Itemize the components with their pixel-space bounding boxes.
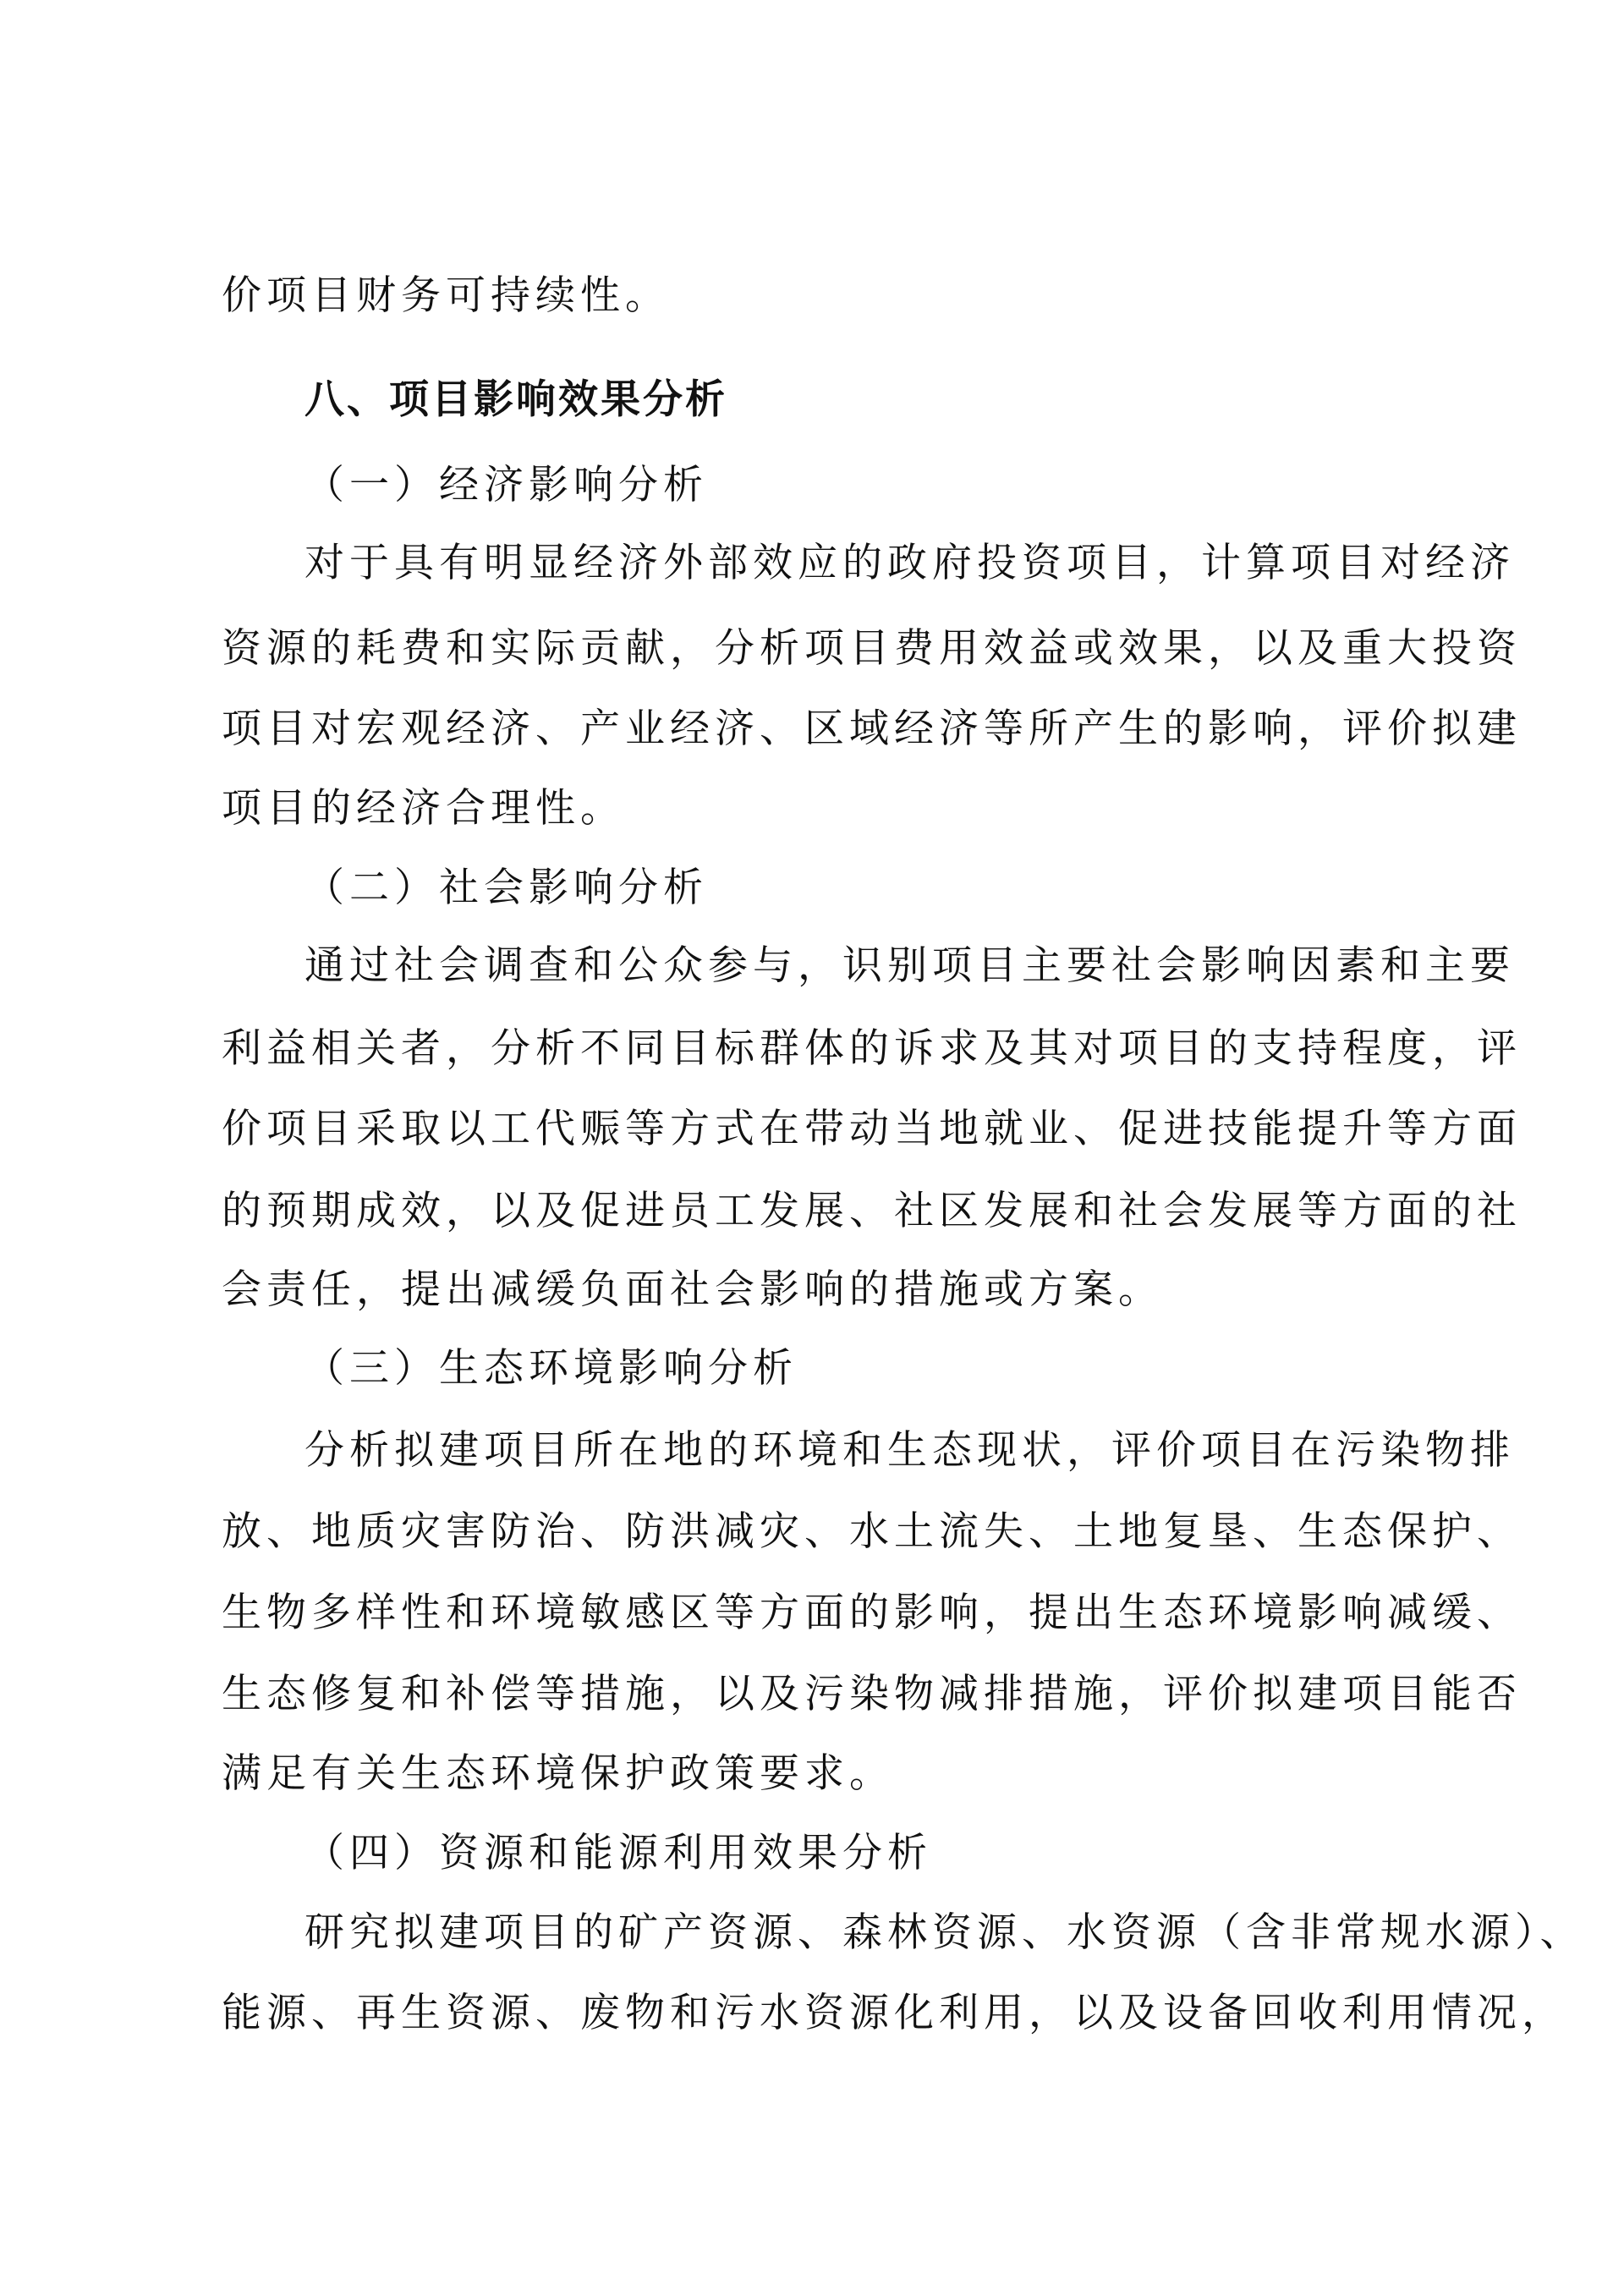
paragraph-line: 能源、再生资源、废物和污水资源化利用，以及设备回收利用情况， (222, 1990, 1566, 2036)
paragraph-line: 项目对宏观经济、产业经济、区域经济等所产生的影响，评价拟建 (222, 706, 1522, 752)
paragraph-line: 价项目采取以工代赈等方式在带动当地就业、促进技能提升等方面 (222, 1106, 1522, 1152)
subsection-heading: （二）社会影响分析 (304, 865, 708, 911)
paragraph-line: 会责任，提出减缓负面社会影响的措施或方案。 (222, 1266, 1163, 1313)
paragraph-line: 满足有关生态环境保护政策要求。 (222, 1750, 894, 1797)
paragraph-line: 的预期成效，以及促进员工发展、社区发展和社会发展等方面的社 (222, 1188, 1522, 1234)
paragraph-line: 利益相关者，分析不同目标群体的诉求及其对项目的支持程度，评 (222, 1025, 1522, 1072)
paragraph-line: 分析拟建项目所在地的环境和生态现状，评价项目在污染物排 (304, 1427, 1515, 1474)
section-heading: 八、项目影响效果分析 (304, 376, 727, 423)
subsection-heading: （一）经济影响分析 (304, 462, 708, 508)
subsection-heading: （四）资源和能源利用效果分析 (304, 1830, 932, 1876)
subsection-heading: （三）生态环境影响分析 (304, 1345, 798, 1392)
paragraph-line: 通过社会调查和公众参与，识别项目主要社会影响因素和主要 (304, 942, 1515, 989)
paragraph-line: 生态修复和补偿等措施，以及污染物减排措施，评价拟建项目能否 (222, 1671, 1522, 1717)
paragraph-line: 研究拟建项目的矿产资源、森林资源、水资源（含非常规水源）、 (304, 1909, 1585, 1956)
paragraph-line: 对于具有明显经济外部效应的政府投资项目，计算项目对经济 (304, 540, 1515, 586)
paragraph-line: 项目的经济合理性。 (222, 785, 625, 832)
paragraph-line: 价项目财务可持续性。 (222, 272, 670, 319)
paragraph-line: 资源的耗费和实际贡献，分析项目费用效益或效果，以及重大投资 (222, 625, 1522, 672)
paragraph-line: 生物多样性和环境敏感区等方面的影响，提出生态环境影响减缓、 (222, 1590, 1522, 1636)
paragraph-line: 放、地质灾害防治、防洪减灾、水土流失、土地复垦、生态保护、 (222, 1508, 1522, 1555)
